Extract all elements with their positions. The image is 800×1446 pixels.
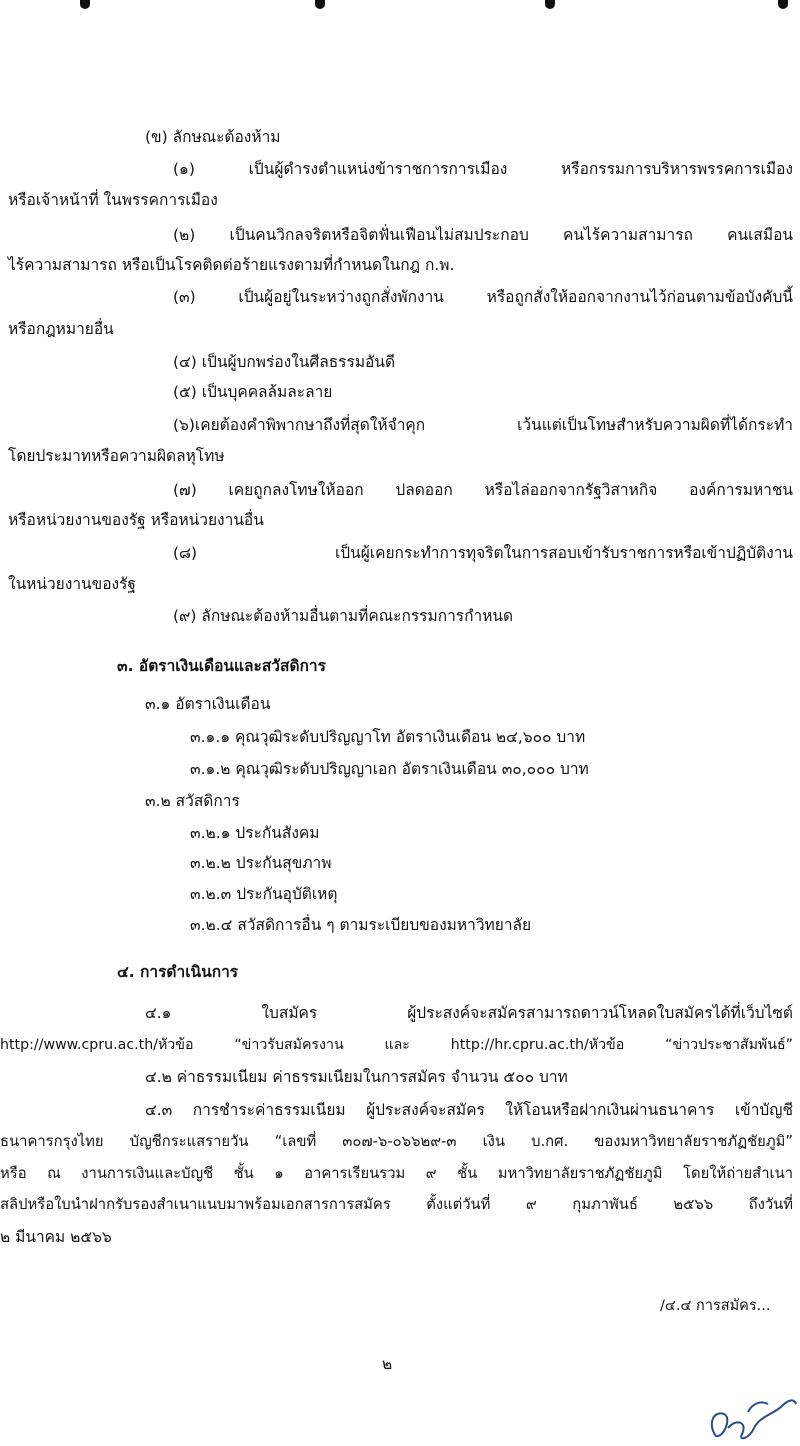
salary-heading: ๓.๑ อัตราเงินเดือน xyxy=(145,695,271,713)
binder-hole xyxy=(315,0,325,9)
welfare-social-security: ๓.๒.๑ ประกันสังคม xyxy=(190,824,320,842)
fee-payment-deadline: ๒ มีนาคม ๒๕๖๖ xyxy=(0,1228,112,1246)
fee-payment: ๔.๓ การชำระค่าธรรมเนียม ผู้ประสงค์จะสมัคร ให้โอนหรือฝากเงินผ่านธนาคาร เข้าบัญชี xyxy=(145,1101,793,1119)
prohibition-3-cont: หรือกฎหมายอื่น xyxy=(8,320,114,338)
signature xyxy=(702,1392,798,1446)
welfare-other: ๓.๒.๔ สวัสดิการอื่น ๆ ตามระเบียบของมหาวิทยาลัย xyxy=(190,916,532,934)
prohibition-2: (๒) เป็นคนวิกลจริตหรือจิตฟั่นเฟือนไม่สมประกอบ คนไร้ความสามารถ คนเสมือน xyxy=(173,226,793,244)
welfare-heading: ๓.๒ สวัสดิการ xyxy=(145,792,240,810)
prohibition-1-cont: หรือเจ้าหน้าที่ ในพรรคการเมือง xyxy=(8,191,218,209)
prohibition-2-cont: ไร้ความสามารถ หรือเป็นโรคติดต่อร้ายแรงตามที่กำหนดในกฎ ก.พ. xyxy=(8,256,455,274)
binder-hole xyxy=(80,0,90,9)
prohibition-6: (๖)เคยต้องคำพิพากษาถึงที่สุดให้จำคุก เว้นแต่เป็นโทษสำหรับความผิดที่ได้กระทำ xyxy=(173,416,793,434)
salary-doctorate: ๓.๑.๒ คุณวุฒิระดับปริญญาเอก อัตราเงินเดือน ๓๐,๐๐๐ บาท xyxy=(190,760,589,778)
fee-payment-slip: สลิปหรือใบนำฝากรับรองสำเนาแนบมาพร้อมเอกสารการสมัคร ตั้งแต่วันที่ ๙ กุมภาพันธ์ ๒๕๖๖ ถึงวันที่ xyxy=(0,1196,793,1213)
section-4-heading: ๔. การดำเนินการ xyxy=(117,963,239,981)
fee-payment-account: ธนาคารกรุงไทย บัญชีกระแสรายวัน “เลขที่ ๓๐๗-๖-๐๖๖๒๙-๓ เงิน บ.กศ. ของมหาวิทยาลัยราชภัฏชัยภูมิ” xyxy=(0,1133,793,1150)
prohibition-1: (๑) เป็นผู้ดำรงตำแหน่งข้าราชการการเมือง หรือกรรมการบริหารพรรคการเมือง xyxy=(173,160,793,178)
binder-hole xyxy=(778,0,788,9)
prohibition-8: (๘) เป็นผู้เคยกระทำการทุจริตในการสอบเข้ารับราชการหรือเข้าปฏิบัติงาน xyxy=(173,544,793,562)
next-page-reference: /๔.๔ การสมัคร... xyxy=(660,1298,771,1314)
prohibition-3: (๓) เป็นผู้อยู่ในระหว่างถูกสั่งพักงาน หรือถูกสั่งให้ออกจากงานไว้ก่อนตามข้อบังคับนี้ xyxy=(173,288,793,306)
welfare-health: ๓.๒.๒ ประกันสุขภาพ xyxy=(190,854,332,872)
prohibition-5: (๕) เป็นบุคคลล้มละลาย xyxy=(173,383,333,401)
prohibition-9: (๙) ลักษณะต้องห้ามอื่นตามที่คณะกรรมการกำหนด xyxy=(173,607,514,625)
prohibition-4: (๔) เป็นผู้บกพร่องในศีลธรรมอันดี xyxy=(173,353,396,371)
prohibition-7-cont: หรือหน่วยงานของรัฐ หรือหน่วยงานอื่น xyxy=(8,511,264,529)
application-form: ๔.๑ ใบสมัคร ผู้ประสงค์จะสมัครสามารถดาวน์โหลดใบสมัครได้ที่เว็บไซต์ xyxy=(145,1004,793,1022)
section-3-heading: ๓. อัตราเงินเดือนและสวัสดิการ xyxy=(117,657,326,675)
welfare-accident: ๓.๒.๓ ประกันอุบัติเหตุ xyxy=(190,885,338,903)
application-urls: http://www.cpru.ac.th/หัวข้อ “ข่าวรับสมัครงาน และ http://hr.cpru.ac.th/หัวข้อ “ข่าวประชาสัมพันธ์” xyxy=(0,1037,793,1053)
page-number: ๒ xyxy=(382,1355,393,1373)
prohibition-7: (๗) เคยถูกลงโทษให้ออก ปลดออก หรือไล่ออกจากรัฐวิสาหกิจ องค์การมหาชน xyxy=(173,481,793,499)
prohibition-6-cont: โดยประมาทหรือความผิดลหุโทษ xyxy=(8,447,225,465)
binder-hole xyxy=(545,0,555,9)
fee-payment-office: หรือ ณ งานการเงินและบัญชี ชั้น ๑ อาคารเรียนรวม ๙ ชั้น มหาวิทยาลัยราชภัฏชัยภูมิ โดยให้ถ่ายสำเนา xyxy=(0,1165,793,1182)
application-fee: ๔.๒ ค่าธรรมเนียม ค่าธรรมเนียมในการสมัคร จำนวน ๕๐๐ บาท xyxy=(145,1068,568,1086)
section-heading-prohibited: (ข) ลักษณะต้องห้าม xyxy=(145,128,281,146)
prohibition-8-cont: ในหน่วยงานของรัฐ xyxy=(8,575,136,593)
salary-masters: ๓.๑.๑ คุณวุฒิระดับปริญญาโท อัตราเงินเดือน ๒๔,๖๐๐ บาท xyxy=(190,728,586,746)
